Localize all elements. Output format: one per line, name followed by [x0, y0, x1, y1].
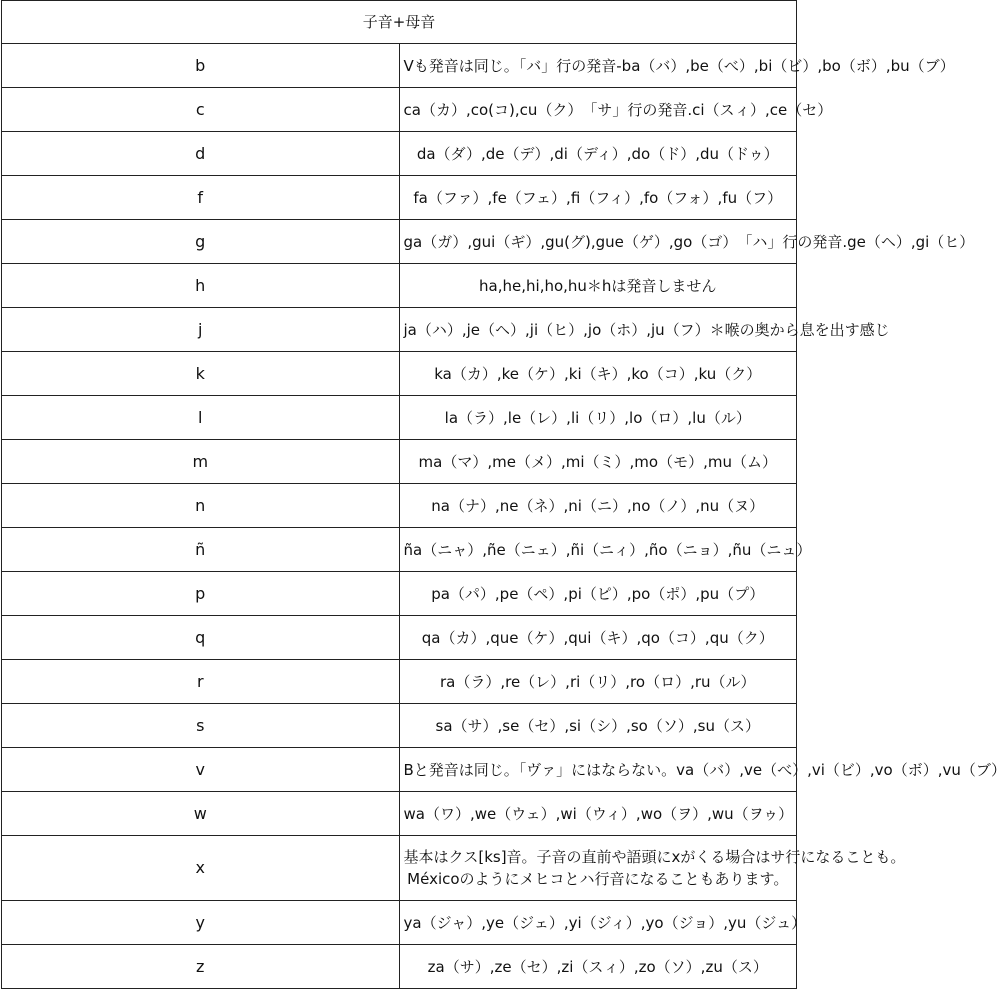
pronunciation-text: ra（ラ）,re（レ）,ri（リ）,ro（ロ）,ru（ル）: [439, 672, 756, 691]
pronunciation-cell: [399, 616, 797, 660]
table-row: [2, 396, 797, 440]
pronunciation-text: ga（ガ）,gui（ギ）,gu(グ),gue（ゲ）,go（ゴ） 「ハ」行の発音.ge（ヘ）,gi（ヒ）: [403, 232, 975, 251]
pronunciation-text: ña（ニャ）,ñe（ニェ）,ñi（ニィ）,ño（ニョ）,ñu（ニュ）: [403, 540, 812, 559]
table-row: [2, 44, 797, 88]
pronunciation-text: la（ラ）,le（レ）,li（リ）,lo（ロ）,lu（ル）: [444, 408, 751, 427]
table-row: [2, 176, 797, 220]
pronunciation-text: ja（ハ）,je（ヘ）,ji（ヒ）,jo（ホ）,ju（フ）＊喉の奥から息を出す感じ: [403, 320, 890, 339]
consonant-letter-cell: r: [2, 660, 400, 704]
pronunciation-cell: [399, 440, 797, 484]
pronunciation-text: ca（カ）,co(コ),cu（ク） 「サ」行の発音.ci（スィ）,ce（セ）: [403, 100, 833, 119]
pronunciation-cell: [399, 836, 906, 901]
pronunciation-text: ha,he,hi,ho,hu＊hは発音しません: [479, 276, 717, 295]
table-row: [2, 528, 797, 572]
consonant-letter-cell: w: [2, 792, 400, 836]
consonant-letter-cell: j: [2, 308, 400, 352]
table-header-cell: 子音+母音: [2, 1, 797, 44]
pronunciation-text: da（ダ）,de（デ）,di（ディ）,do（ド）,du（ドゥ）: [416, 144, 779, 163]
pronunciation-cell: [399, 792, 797, 836]
pronunciation-cell: [399, 528, 812, 572]
consonant-letter-cell: d: [2, 132, 400, 176]
table-row: [2, 264, 797, 308]
pronunciation-text: fa（ファ）,fe（フェ）,fi（フィ）,fo（フォ）,fu（フ）: [413, 188, 783, 207]
table-row: [2, 484, 797, 528]
pronunciation-cell: [399, 945, 797, 989]
table-row: [2, 660, 797, 704]
consonant-letter-cell: n: [2, 484, 400, 528]
consonant-letter-cell: k: [2, 352, 400, 396]
pronunciation-cell: [399, 484, 797, 528]
pronunciation-cell: [399, 901, 807, 945]
table-row: [2, 792, 797, 836]
consonant-letter-cell: m: [2, 440, 400, 484]
table-row: [2, 88, 797, 132]
pronunciation-cell: [399, 308, 890, 352]
pronunciation-cell: [399, 220, 975, 264]
consonant-letter-cell: g: [2, 220, 400, 264]
table-row: [2, 352, 797, 396]
table-row: [2, 220, 797, 264]
pronunciation-text: sa（サ）,se（セ）,si（シ）,so（ソ）,su（ス）: [435, 716, 760, 735]
consonant-letter-cell: v: [2, 748, 400, 792]
table-row: [2, 308, 797, 352]
consonant-letter-cell: h: [2, 264, 400, 308]
consonant-letter-cell: x: [2, 836, 400, 901]
table-row: [2, 945, 797, 989]
consonant-letter-cell: ñ: [2, 528, 400, 572]
pronunciation-text: Vも発音は同じ。「バ」行の発音-ba（バ）,be（べ）,bi（ビ）,bo（ボ）,bu（ブ）: [403, 56, 955, 75]
table-body: [2, 1, 1006, 989]
pronunciation-cell: [399, 660, 797, 704]
pronunciation-text: Méxicoのようにメヒコとハ行音になることもあります。: [407, 870, 789, 888]
consonant-letter-cell: y: [2, 901, 400, 945]
table-row: [2, 704, 797, 748]
table-row: [2, 901, 797, 945]
table-row: [2, 132, 797, 176]
pronunciation-text: ka（カ）,ke（ケ）,ki（キ）,ko（コ）,ku（ク）: [434, 364, 762, 383]
consonant-vowel-table: [1, 0, 1006, 989]
table-header-row: [2, 1, 797, 44]
pronunciation-text: qa（カ）,que（ケ）,qui（キ）,qo（コ）,qu（ク）: [421, 628, 774, 647]
table-row: [2, 572, 797, 616]
pronunciation-text: ya（ジャ）,ye（ジェ）,yi（ジィ）,yo（ジョ）,yu（ジュ）: [403, 913, 807, 932]
consonant-letter-cell: b: [2, 44, 400, 88]
pronunciation-cell: [399, 132, 797, 176]
consonant-vowel-table-container: [1, 0, 1006, 989]
consonant-letter-cell: p: [2, 572, 400, 616]
pronunciation-text: 基本はクス[ks]音。子音の直前や語頭にxがくる場合はサ行になることも。: [403, 848, 906, 866]
pronunciation-text: wa（ワ）,we（ウェ）,wi（ウィ）,wo（ヲ）,wu（ヲゥ）: [403, 804, 794, 823]
pronunciation-text: pa（パ）,pe（ペ）,pi（ピ）,po（ポ）,pu（プ）: [431, 584, 765, 603]
consonant-letter-cell: s: [2, 704, 400, 748]
pronunciation-cell: [399, 88, 833, 132]
pronunciation-text: ma（マ）,me（メ）,mi（ミ）,mo（モ）,mu（ム）: [418, 452, 777, 471]
pronunciation-text: Bと発音は同じ。「ヴァ」にはならない。va（バ）,ve（べ）,vi（ビ）,vo（ボ）,vu（ブ）: [403, 760, 1006, 779]
pronunciation-cell: [399, 748, 1006, 792]
pronunciation-cell: [399, 396, 797, 440]
pronunciation-cell: [399, 704, 797, 748]
consonant-letter-cell: c: [2, 88, 400, 132]
pronunciation-cell: [399, 264, 797, 308]
pronunciation-cell: [399, 572, 797, 616]
pronunciation-text: za（サ）,ze（セ）,zi（スィ）,zo（ソ）,zu（ス）: [427, 957, 768, 976]
consonant-letter-cell: l: [2, 396, 400, 440]
pronunciation-cell: [399, 352, 797, 396]
table-row: [2, 440, 797, 484]
table-row: [2, 616, 797, 660]
table-row: [2, 836, 797, 901]
pronunciation-cell: [399, 176, 797, 220]
pronunciation-text: na（ナ）,ne（ネ）,ni（ニ）,no（ノ）,nu（ヌ）: [431, 496, 765, 515]
consonant-letter-cell: q: [2, 616, 400, 660]
consonant-letter-cell: z: [2, 945, 400, 989]
table-row: [2, 748, 797, 792]
consonant-letter-cell: f: [2, 176, 400, 220]
pronunciation-cell: [399, 44, 955, 88]
